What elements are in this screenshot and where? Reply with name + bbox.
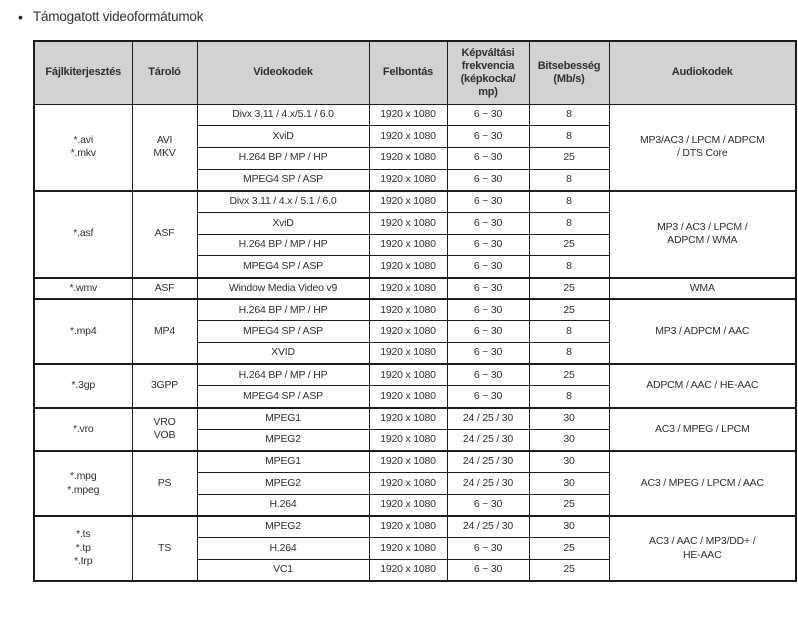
cell-extension: *.ts *.tp *.trp: [34, 516, 132, 581]
column-header-extension: Fájlkiterjesztés: [34, 41, 132, 104]
cell-resolution: 1920 x 1080: [369, 234, 447, 256]
cell-container: TS: [132, 516, 197, 581]
cell-resolution: 1920 x 1080: [369, 321, 447, 343]
cell-bitrate: 8: [529, 386, 609, 408]
cell-audio-codec: AC3 / MPEG / LPCM / AAC: [609, 451, 796, 516]
cell-frame-rate: 6 ~ 30: [447, 212, 529, 234]
cell-resolution: 1920 x 1080: [369, 104, 447, 126]
cell-frame-rate: 6 ~ 30: [447, 104, 529, 126]
column-header-frame-rate: Képváltási frekvencia (képkocka/ mp): [447, 41, 529, 104]
cell-extension: *.avi *.mkv: [34, 104, 132, 191]
cell-video-codec: MPEG2: [197, 516, 369, 538]
cell-extension: *.mpg *.mpeg: [34, 451, 132, 516]
page-title: Támogatott videoformátumok: [32, 9, 204, 24]
cell-video-codec: H.264 BP / MP / HP: [197, 299, 369, 321]
cell-container: 3GPP: [132, 364, 197, 407]
cell-frame-rate: 24 / 25 / 30: [447, 473, 529, 495]
cell-frame-rate: 6 ~ 30: [447, 559, 529, 581]
cell-audio-codec: ADPCM / AAC / HE-AAC: [609, 364, 796, 407]
cell-resolution: 1920 x 1080: [369, 408, 447, 430]
cell-bitrate: 25: [529, 364, 609, 386]
cell-bitrate: 30: [529, 429, 609, 451]
cell-frame-rate: 6 ~ 30: [447, 386, 529, 408]
cell-bitrate: 8: [529, 321, 609, 343]
cell-resolution: 1920 x 1080: [369, 147, 447, 169]
cell-extension: *.3gp: [34, 364, 132, 407]
cell-frame-rate: 6 ~ 30: [447, 494, 529, 516]
cell-resolution: 1920 x 1080: [369, 212, 447, 234]
cell-video-codec: MPEG2: [197, 429, 369, 451]
cell-video-codec: XviD: [197, 212, 369, 234]
cell-bitrate: 25: [529, 147, 609, 169]
cell-audio-codec: AC3 / AAC / MP3/DD+ / HE-AAC: [609, 516, 796, 581]
bullet-icon: •: [18, 8, 23, 25]
cell-audio-codec: MP3 / ADPCM / AAC: [609, 299, 796, 364]
cell-frame-rate: 6 ~ 30: [447, 278, 529, 300]
cell-bitrate: 8: [529, 191, 609, 213]
cell-bitrate: 30: [529, 451, 609, 473]
cell-resolution: 1920 x 1080: [369, 191, 447, 213]
cell-resolution: 1920 x 1080: [369, 559, 447, 581]
table-row: [34, 299, 796, 321]
cell-bitrate: 30: [529, 516, 609, 538]
column-header-container: Tároló: [132, 41, 197, 104]
cell-container: ASF: [132, 278, 197, 300]
cell-frame-rate: 6 ~ 30: [447, 147, 529, 169]
table-row: [34, 364, 796, 386]
table-header: [34, 41, 796, 104]
cell-resolution: 1920 x 1080: [369, 343, 447, 365]
cell-bitrate: 25: [529, 278, 609, 300]
cell-video-codec: XviD: [197, 126, 369, 148]
cell-video-codec: XVID: [197, 343, 369, 365]
column-header-resolution: Felbontás: [369, 41, 447, 104]
cell-container: VRO VOB: [132, 408, 197, 451]
column-header-bitrate: Bitsebesség (Mb/s): [529, 41, 609, 104]
cell-extension: *.wmv: [34, 278, 132, 300]
table-row: [34, 191, 796, 213]
cell-resolution: 1920 x 1080: [369, 386, 447, 408]
cell-video-codec: H.264: [197, 538, 369, 560]
cell-bitrate: 25: [529, 538, 609, 560]
cell-bitrate: 8: [529, 256, 609, 278]
cell-frame-rate: 6 ~ 30: [447, 538, 529, 560]
cell-video-codec: H.264 BP / MP / HP: [197, 147, 369, 169]
cell-video-codec: H.264: [197, 494, 369, 516]
cell-video-codec: VC1: [197, 559, 369, 581]
cell-bitrate: 30: [529, 408, 609, 430]
cell-container: ASF: [132, 191, 197, 278]
cell-bitrate: 8: [529, 343, 609, 365]
cell-audio-codec: AC3 / MPEG / LPCM: [609, 408, 796, 451]
header-row: [34, 41, 796, 104]
cell-extension: *.mp4: [34, 299, 132, 364]
cell-frame-rate: 6 ~ 30: [447, 256, 529, 278]
cell-bitrate: 25: [529, 494, 609, 516]
table-row: [34, 408, 796, 430]
cell-bitrate: 25: [529, 299, 609, 321]
cell-video-codec: MPEG4 SP / ASP: [197, 169, 369, 191]
table-row: [34, 278, 796, 300]
cell-bitrate: 8: [529, 169, 609, 191]
section-title-row: [18, 9, 203, 24]
cell-resolution: 1920 x 1080: [369, 256, 447, 278]
cell-video-codec: MPEG4 SP / ASP: [197, 386, 369, 408]
cell-frame-rate: 24 / 25 / 30: [447, 516, 529, 538]
cell-extension: *.vro: [34, 408, 132, 451]
cell-frame-rate: 6 ~ 30: [447, 234, 529, 256]
cell-video-codec: MPEG4 SP / ASP: [197, 256, 369, 278]
cell-container: AVI MKV: [132, 104, 197, 191]
cell-bitrate: 30: [529, 473, 609, 495]
cell-resolution: 1920 x 1080: [369, 473, 447, 495]
cell-video-codec: H.264 BP / MP / HP: [197, 364, 369, 386]
cell-video-codec: MPEG1: [197, 408, 369, 430]
cell-resolution: 1920 x 1080: [369, 538, 447, 560]
cell-resolution: 1920 x 1080: [369, 364, 447, 386]
cell-video-codec: H.264 BP / MP / HP: [197, 234, 369, 256]
cell-resolution: 1920 x 1080: [369, 494, 447, 516]
cell-bitrate: 25: [529, 559, 609, 581]
video-formats-table: [33, 40, 797, 582]
table-row: [34, 516, 796, 538]
cell-frame-rate: 24 / 25 / 30: [447, 408, 529, 430]
table-body: [34, 104, 796, 581]
column-header-video-codec: Videokodek: [197, 41, 369, 104]
cell-extension: *.asf: [34, 191, 132, 278]
cell-container: PS: [132, 451, 197, 516]
cell-frame-rate: 6 ~ 30: [447, 191, 529, 213]
table-row: [34, 451, 796, 473]
cell-frame-rate: 6 ~ 30: [447, 169, 529, 191]
cell-bitrate: 8: [529, 212, 609, 234]
cell-video-codec: Divx 3.11 / 4.x/5.1 / 6.0: [197, 104, 369, 126]
cell-frame-rate: 6 ~ 30: [447, 321, 529, 343]
cell-frame-rate: 6 ~ 30: [447, 126, 529, 148]
cell-frame-rate: 6 ~ 30: [447, 364, 529, 386]
cell-video-codec: MPEG2: [197, 473, 369, 495]
cell-bitrate: 8: [529, 126, 609, 148]
cell-resolution: 1920 x 1080: [369, 451, 447, 473]
cell-bitrate: 25: [529, 234, 609, 256]
cell-video-codec: Window Media Video v9: [197, 278, 369, 300]
cell-resolution: 1920 x 1080: [369, 169, 447, 191]
cell-frame-rate: 6 ~ 30: [447, 343, 529, 365]
table-row: [34, 104, 796, 126]
cell-bitrate: 8: [529, 104, 609, 126]
cell-frame-rate: 24 / 25 / 30: [447, 451, 529, 473]
cell-audio-codec: MP3 / AC3 / LPCM / ADPCM / WMA: [609, 191, 796, 278]
cell-resolution: 1920 x 1080: [369, 278, 447, 300]
cell-audio-codec: WMA: [609, 278, 796, 300]
cell-video-codec: MPEG4 SP / ASP: [197, 321, 369, 343]
cell-container: MP4: [132, 299, 197, 364]
cell-audio-codec: MP3/AC3 / LPCM / ADPCM / DTS Core: [609, 104, 796, 191]
cell-video-codec: Divx 3.11 / 4.x / 5.1 / 6.0: [197, 191, 369, 213]
cell-resolution: 1920 x 1080: [369, 429, 447, 451]
cell-video-codec: MPEG1: [197, 451, 369, 473]
cell-frame-rate: 24 / 25 / 30: [447, 429, 529, 451]
cell-frame-rate: 6 ~ 30: [447, 299, 529, 321]
cell-resolution: 1920 x 1080: [369, 516, 447, 538]
cell-resolution: 1920 x 1080: [369, 126, 447, 148]
column-header-audio-codec: Audiokodek: [609, 41, 796, 104]
cell-resolution: 1920 x 1080: [369, 299, 447, 321]
